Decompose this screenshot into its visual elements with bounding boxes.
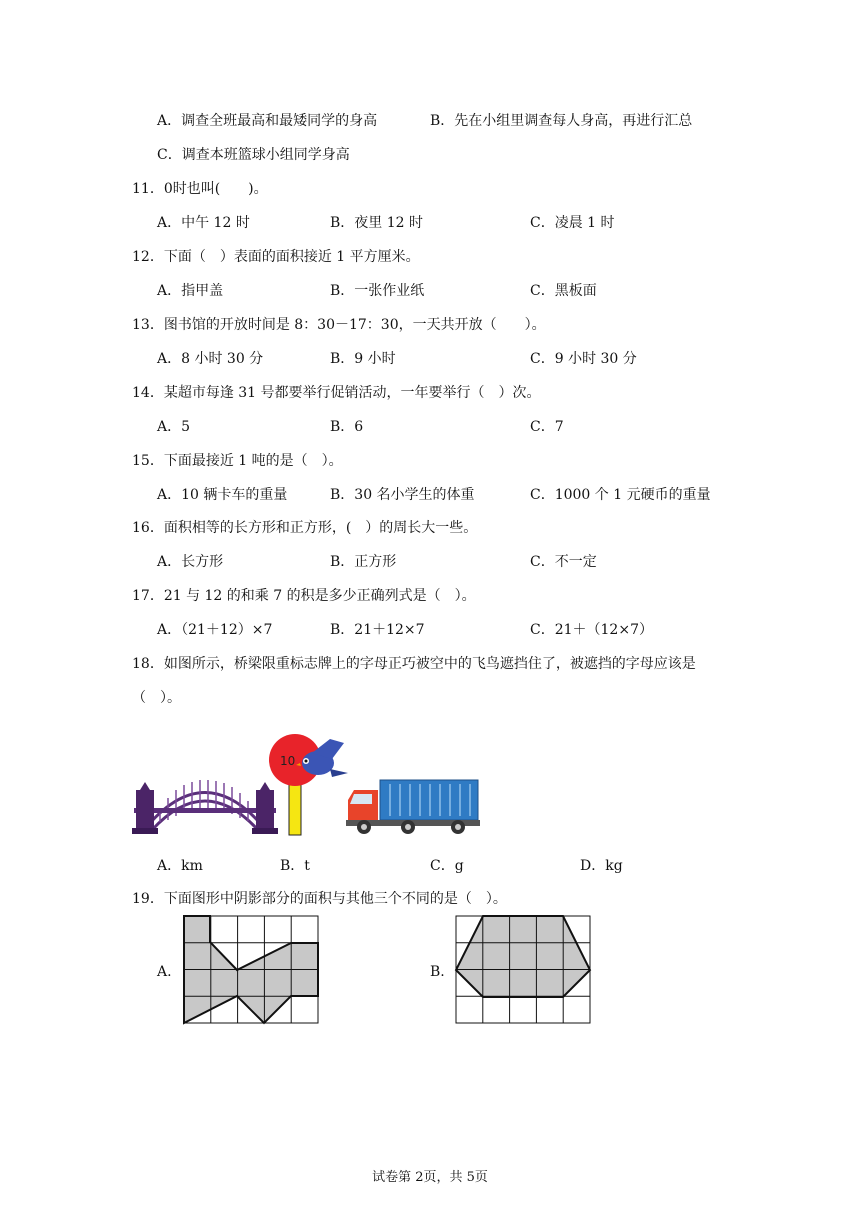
q10-option-c: C．调查本班篮球小组同学身高 (157, 147, 350, 163)
q16-stem: 16．面积相等的长方形和正方形，( ）的周长大一些。 (132, 520, 478, 536)
q13-option-c: C．9 小时 30 分 (530, 351, 637, 367)
q18-option-a: A．km (157, 858, 203, 874)
bridge-illustration (130, 760, 280, 838)
q15-option-c: C．1000 个 1 元硬币的重量 (530, 487, 711, 503)
q19-stem: 19．下面图形中阴影部分的面积与其他三个不同的是（ ）。 (132, 891, 507, 907)
q10-option-a: A．调查全班最高和最矮同学的身高 (157, 113, 378, 129)
q15-option-a: A．10 辆卡车的重量 (157, 487, 288, 503)
weight-limit-sign (266, 733, 350, 837)
q18-option-c: C．g (430, 858, 464, 874)
sign-text: 10 (280, 754, 296, 768)
q11-option-c: C．凌晨 1 时 (530, 215, 615, 231)
q11-option-a: A．中午 12 时 (157, 215, 250, 231)
q14-option-c: C．7 (530, 419, 564, 435)
q13-stem: 13．图书馆的开放时间是 8：30－17：30，一天共开放（ ）。 (132, 317, 546, 333)
q12-option-c: C．黑板面 (530, 283, 597, 299)
page-footer: 试卷第 2页，共 5页 (372, 1170, 488, 1185)
truck-illustration (346, 778, 480, 836)
q16-option-c: C．不一定 (530, 554, 597, 570)
q12-option-a: A．指甲盖 (157, 283, 224, 299)
q13-option-a: A．8 小时 30 分 (157, 351, 264, 367)
q12-stem: 12．下面（ ）表面的面积接近 1 平方厘米。 (132, 249, 420, 265)
q12-option-b: B．一张作业纸 (330, 283, 425, 299)
q17-stem: 17．21 与 12 的和乘 7 的积是多少正确列式是（ ）。 (132, 588, 476, 604)
q17-option-c: C．21＋（12×7） (530, 622, 653, 638)
q18-stem-line1: 18．如图所示，桥梁限重标志牌上的字母正巧被空中的飞鸟遮挡住了，被遮挡的字母应该是 (132, 656, 696, 672)
q14-option-b: B．6 (330, 419, 364, 435)
q13-option-b: B．9 小时 (330, 351, 396, 367)
q15-stem: 15．下面最接近 1 吨的是（ ）。 (132, 453, 343, 469)
q11-stem: 11．0时也叫( )。 (132, 181, 268, 197)
q15-option-b: B．30 名小学生的体重 (330, 487, 475, 503)
q18-option-b: B．t (280, 858, 310, 874)
q17-option-b: B．21＋12×7 (330, 622, 425, 638)
q18-stem-line2: （ ）。 (132, 690, 181, 706)
q19-figure-b (456, 916, 590, 1024)
q19-figure-a (184, 916, 318, 1024)
q17-option-a: A．（21＋12）×7 (157, 622, 273, 638)
q19-label-b: B. (430, 964, 445, 980)
q19-label-a: A. (157, 964, 172, 980)
q16-option-a: A．长方形 (157, 554, 224, 570)
q10-option-b: B．先在小组里调查每人身高，再进行汇总 (430, 113, 693, 129)
q14-option-a: A．5 (157, 419, 191, 435)
q14-stem: 14．某超市每逢 31 号都要举行促销活动，一年要举行（ ）次。 (132, 385, 541, 401)
q18-option-d: D．kg (580, 858, 623, 874)
q16-option-b: B．正方形 (330, 554, 397, 570)
q11-option-b: B．夜里 12 时 (330, 215, 424, 231)
